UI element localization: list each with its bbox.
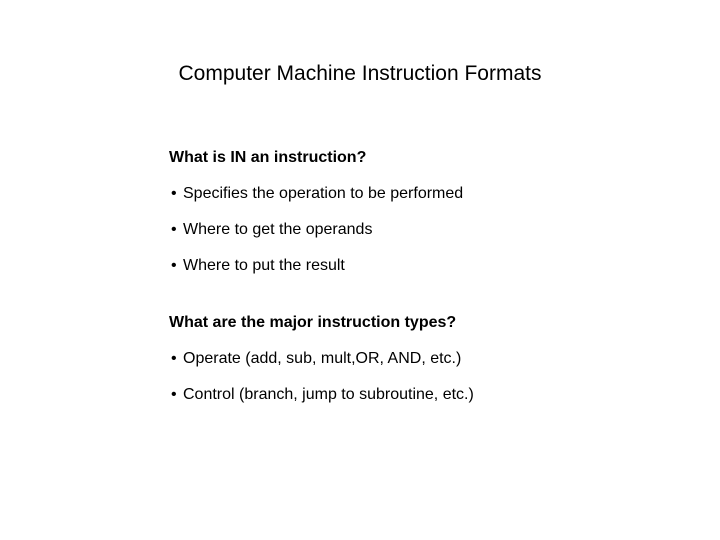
bullet-icon: • (171, 257, 177, 274)
bullet-icon: • (171, 386, 177, 403)
bullet-icon: • (171, 221, 177, 238)
bullet-item (169, 385, 689, 405)
bullet-text: Where to put the result (183, 257, 345, 274)
slide-title: Computer Machine Instruction Formats (178, 62, 542, 85)
section-instruction-contents (169, 148, 689, 276)
bullet-list (169, 349, 689, 405)
section-instruction-types (169, 313, 689, 405)
bullet-text: Where to get the operands (183, 221, 373, 238)
bullet-item (169, 256, 689, 276)
bullet-text: Operate (add, sub, mult,OR, AND, etc.) (183, 350, 462, 367)
bullet-list (169, 184, 689, 276)
bullet-item (169, 220, 689, 240)
bullet-text: Specifies the operation to be performed (183, 185, 464, 202)
bullet-item (169, 349, 689, 369)
bullet-item (169, 184, 689, 204)
section-heading: What are the major instruction types? (169, 314, 457, 331)
bullet-icon: • (171, 185, 177, 202)
section-heading: What is IN an instruction? (169, 149, 367, 166)
bullet-text: Control (branch, jump to subroutine, etc.) (183, 386, 474, 403)
bullet-icon: • (171, 350, 177, 367)
